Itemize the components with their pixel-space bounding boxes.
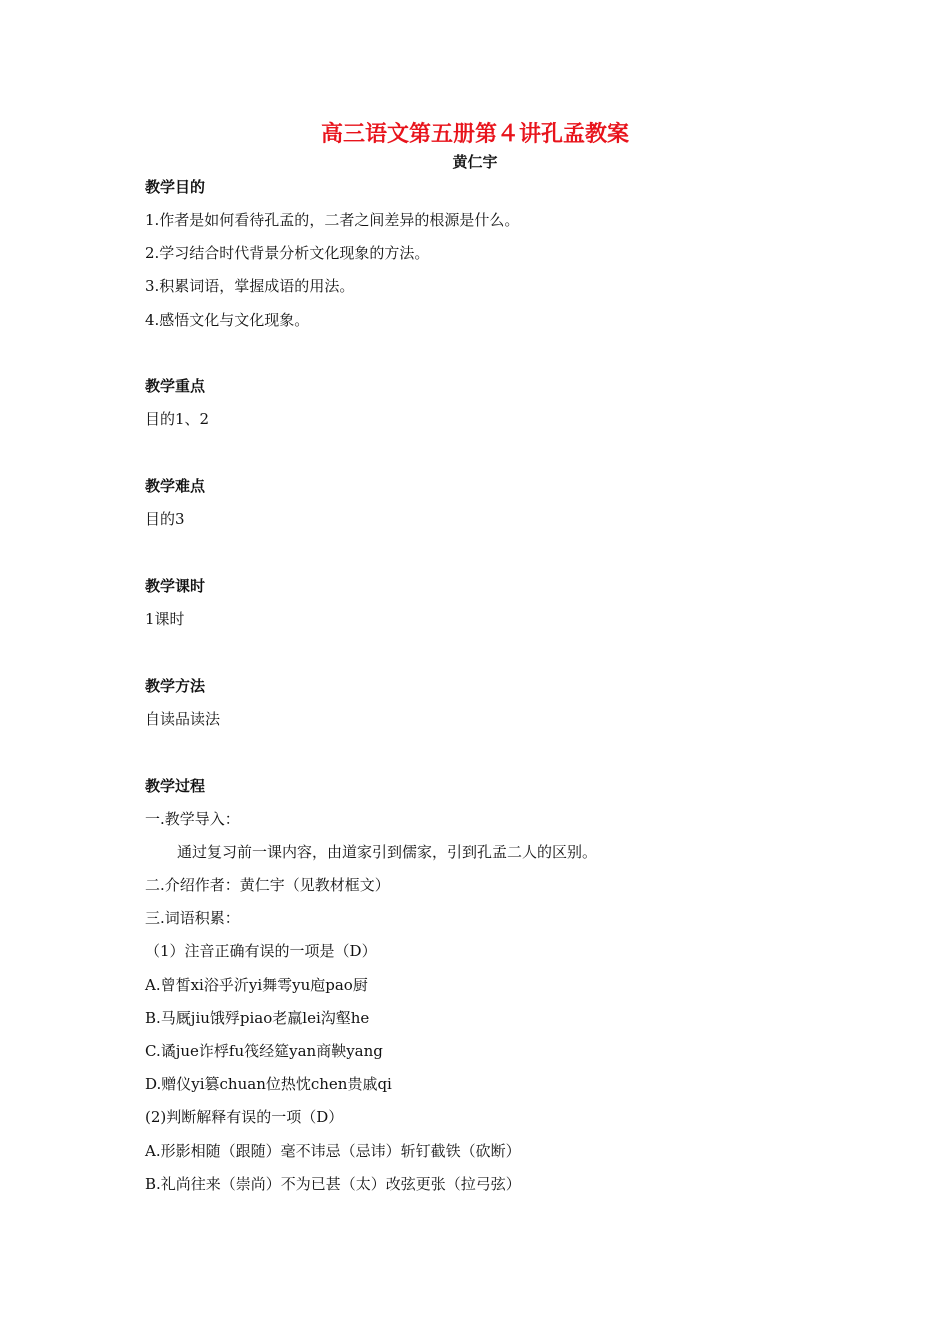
process-line: 二.介绍作者：黄仁宇（见教材框文） bbox=[145, 876, 390, 894]
hours-heading: 教学课时 bbox=[145, 577, 206, 595]
method-heading: 教学方法 bbox=[145, 677, 206, 695]
process-line: 一.教学导入： bbox=[145, 810, 240, 828]
process-line: (2)判断解释有误的一项（D） bbox=[145, 1108, 344, 1126]
process-line: 通过复习前一课内容，由道家引到儒家，引到孔孟二人的区别。 bbox=[177, 843, 598, 861]
objective-item: 1.作者是如何看待孔孟的，二者之间差异的根源是什么。 bbox=[145, 211, 520, 229]
process-line: A.形影相随（跟随）毫不讳忌（忌讳）斩钉截铁（砍断） bbox=[145, 1142, 521, 1160]
document-author: 黄仁宇 bbox=[452, 153, 498, 171]
process-line: （1）注音正确有误的一项是（D） bbox=[145, 942, 377, 960]
process-line: C.谲jue诈桴fu筏经筵yan商鞅yang bbox=[145, 1042, 383, 1060]
objective-item: 2.学习结合时代背景分析文化现象的方法。 bbox=[145, 244, 430, 262]
method-text: 自读品读法 bbox=[145, 710, 221, 728]
process-heading: 教学过程 bbox=[145, 777, 206, 795]
key-points-text: 目的1、2 bbox=[145, 410, 210, 428]
process-line: 三.词语积累： bbox=[145, 909, 240, 927]
hours-text: 1课时 bbox=[145, 610, 185, 628]
difficulties-heading: 教学难点 bbox=[145, 477, 206, 495]
objective-item: 4.感悟文化与文化现象。 bbox=[145, 311, 310, 329]
key-points-heading: 教学重点 bbox=[145, 377, 206, 395]
process-line: B.礼尚往来（崇尚）不为已甚（太）改弦更张（拉弓弦） bbox=[145, 1175, 521, 1193]
process-line: A.曾皙xi浴乎沂yi舞雩yu庖pao厨 bbox=[145, 976, 368, 994]
document-title: 高三语文第五册第４讲孔孟教案 bbox=[320, 122, 629, 147]
difficulties-text: 目的3 bbox=[145, 510, 185, 528]
objective-item: 3.积累词语，掌握成语的用法。 bbox=[145, 277, 355, 295]
process-line: B.马厩jiu饿殍piao老羸lei沟壑he bbox=[145, 1009, 370, 1027]
objectives-heading: 教学目的 bbox=[145, 178, 206, 196]
process-line: D.赠仪yi篡chuan位热忱chen贵戚qi bbox=[145, 1075, 392, 1093]
